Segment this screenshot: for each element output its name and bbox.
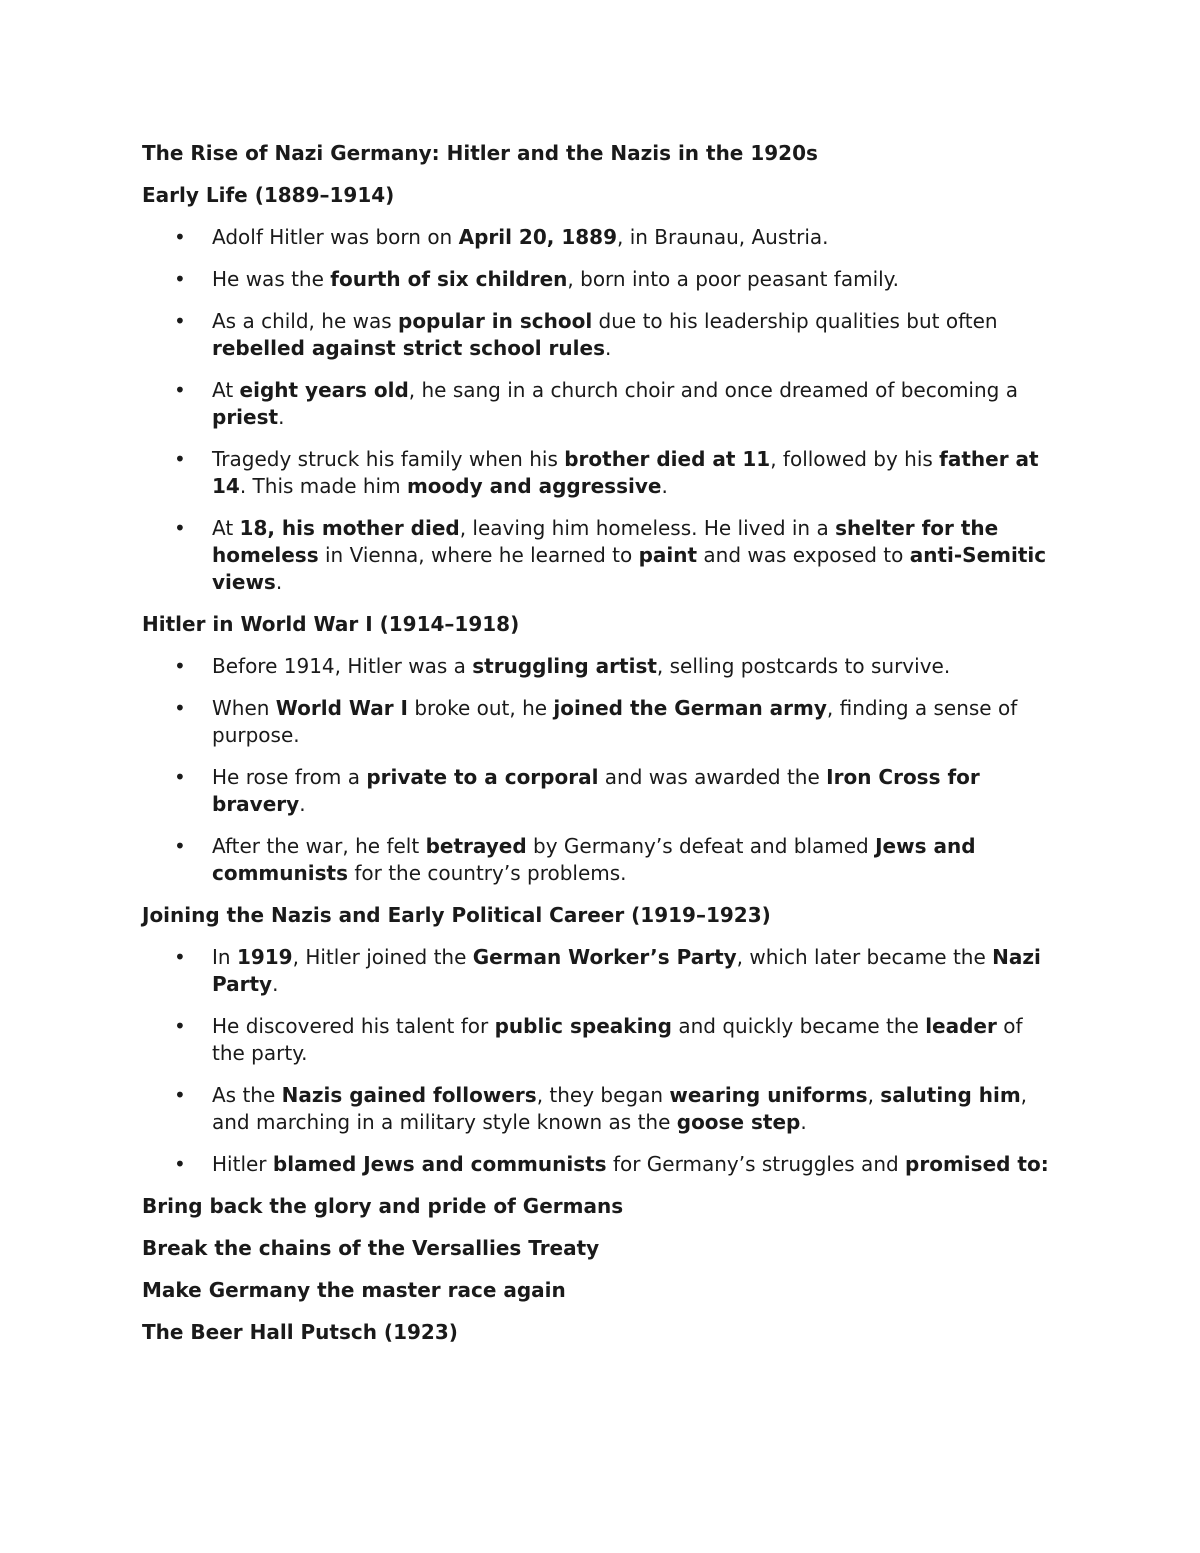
bullet-list-early-life bbox=[142, 224, 1060, 596]
promise-line: Break the chains of the Versallies Treaty bbox=[142, 1236, 600, 1260]
bullet-item: • Before 1914, Hitler was a struggling artist, selling postcards to survive. bbox=[142, 653, 1060, 680]
bullet-list-joining-nazis bbox=[142, 944, 1060, 1178]
bullet-item: • After the war, he felt betrayed by Germany’s defeat and blamed Jews and communists for the country’s problems. bbox=[142, 833, 1060, 887]
bullet-item: • He rose from a private to a corporal and was awarded the Iron Cross for bravery. bbox=[142, 764, 1060, 818]
bullet-item: • He discovered his talent for public speaking and quickly became the leader of the party. bbox=[142, 1013, 1060, 1067]
section-heading-joining-nazis: Joining the Nazis and Early Political Career (1919–1923) bbox=[142, 903, 771, 927]
bullet-item: • Tragedy struck his family when his brother died at 11, followed by his father at 14. This made him moody and aggressive. bbox=[142, 446, 1060, 500]
bullet-list-ww1 bbox=[142, 653, 1060, 887]
bullet-item: • As the Nazis gained followers, they began wearing uniforms, saluting him, and marching in a military style known as the goose step. bbox=[142, 1082, 1060, 1136]
promise-line: Bring back the glory and pride of Germans bbox=[142, 1194, 624, 1218]
section-heading-beer-hall-putsch: The Beer Hall Putsch (1923) bbox=[142, 1320, 458, 1344]
bullet-item: • At eight years old, he sang in a church choir and once dreamed of becoming a priest. bbox=[142, 377, 1060, 431]
bullet-item: • He was the fourth of six children, born into a poor peasant family. bbox=[142, 266, 1060, 293]
section-heading-early-life: Early Life (1889–1914) bbox=[142, 183, 395, 207]
promise-line: Make Germany the master race again bbox=[142, 1278, 566, 1302]
section-heading-ww1: Hitler in World War I (1914–1918) bbox=[142, 612, 520, 636]
bullet-item: • Adolf Hitler was born on April 20, 1889, in Braunau, Austria. bbox=[142, 224, 1060, 251]
bullet-item: • When World War I broke out, he joined the German army, finding a sense of purpose. bbox=[142, 695, 1060, 749]
bullet-item: • As a child, he was popular in school due to his leadership qualities but often rebelled against strict school rules. bbox=[142, 308, 1060, 362]
page-title: The Rise of Nazi Germany: Hitler and the Nazis in the 1920s bbox=[142, 141, 818, 165]
bullet-item: • Hitler blamed Jews and communists for Germany’s struggles and promised to: bbox=[142, 1151, 1060, 1178]
bullet-item: • At 18, his mother died, leaving him homeless. He lived in a shelter for the homeless in Vienna, where he learned to paint and was exposed to anti-Semitic views. bbox=[142, 515, 1060, 596]
bullet-item: • In 1919, Hitler joined the German Worker’s Party, which later became the Nazi Party. bbox=[142, 944, 1060, 998]
